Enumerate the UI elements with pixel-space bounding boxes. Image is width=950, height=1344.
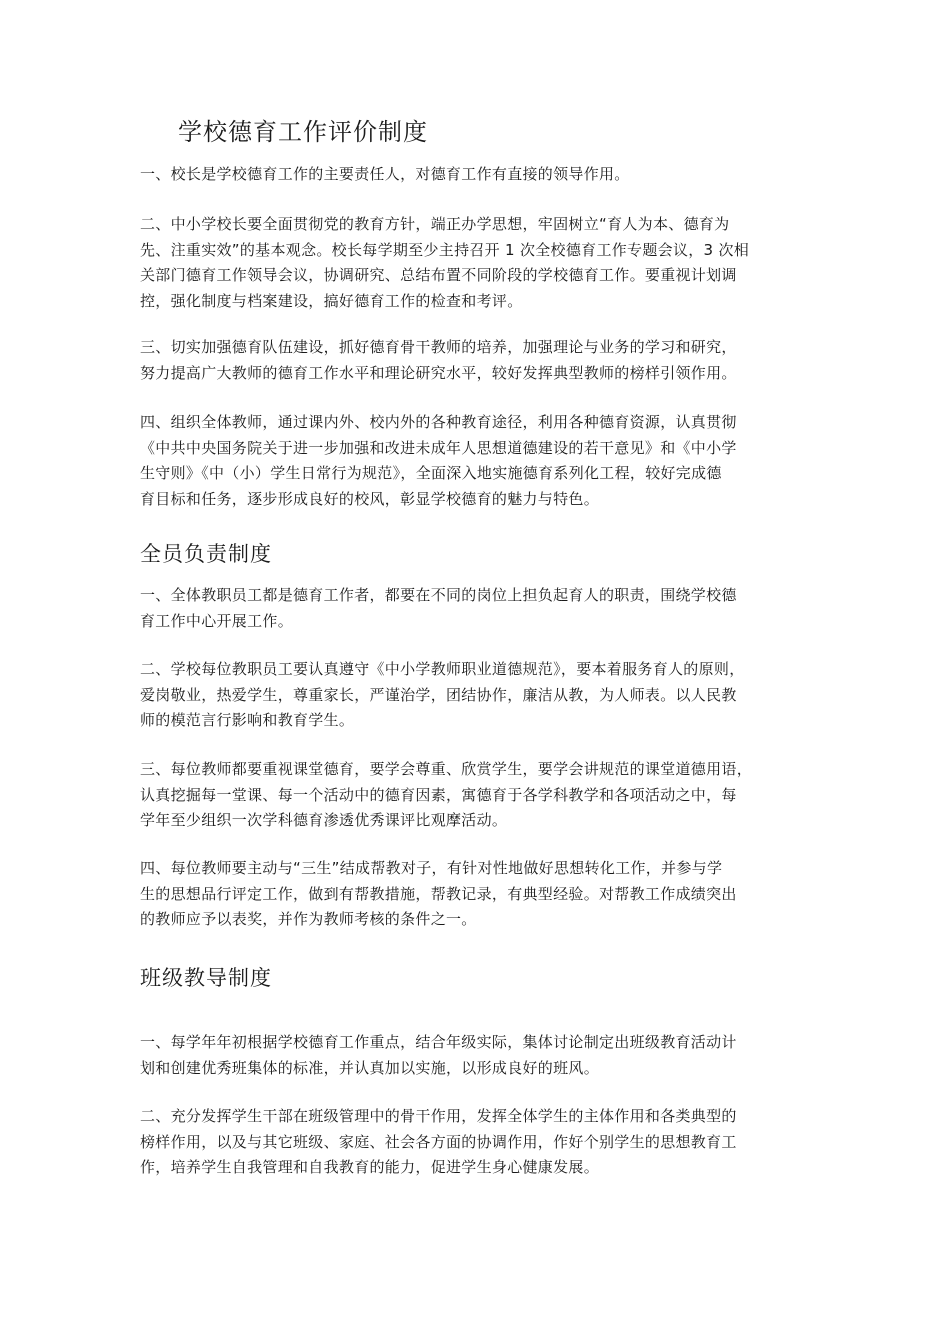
text-line: 四、每位教师要主动与“三生”结成帮教对子，有针对性地做好思想转化工作，并参与学 xyxy=(140,859,723,877)
text-line: 二、学校每位教职员工要认真遵守《中小学教师职业道德规范》，要本着服务育人的原则， xyxy=(140,660,745,678)
text-line: 师的模范言行影响和教育学生。 xyxy=(140,711,355,729)
text-line: 二、中小学校长要全面贯彻党的教育方针，端正办学思想，牢固树立“育人为本、德育为 xyxy=(140,215,730,233)
text-line: 育目标和任务，逐步形成良好的校风，彰显学校德育的魅力与特色。 xyxy=(140,489,600,508)
text-line: 控，强化制度与档案建设，搞好德育工作的检查和考评。 xyxy=(140,291,523,310)
text-line: 学年至少组织一次学科德育渗透优秀课评比观摩活动。 xyxy=(140,811,508,829)
paragraph xyxy=(140,410,820,512)
paragraph xyxy=(140,212,820,314)
text-line: 爱岗敬业，热爱学生，尊重家长，严谨治学，团结协作，廉洁从教，为人师表。以人民教 xyxy=(140,685,737,704)
paragraph xyxy=(140,162,820,188)
text-line: 认真挖掘每一堂课、每一个活动中的德育因素，寓德育于各学科教学和各项活动之中，每 xyxy=(140,785,737,804)
text-line: 努力提高广大教师的德育工作水平和理论研究水平，较好发挥典型教师的榜样引领作用。 xyxy=(140,363,737,382)
text-line: 三、切实加强德育队伍建设，抓好德育骨干教师的培养，加强理论与业务的学习和研究， xyxy=(140,338,737,356)
text-line: 划和创建优秀班集体的标准，并认真加以实施，以形成良好的班风。 xyxy=(140,1058,600,1077)
text-line: 三、每位教师都要重视课堂德育，要学会尊重、欣赏学生，要学会讲规范的课堂道德用语， xyxy=(140,760,753,778)
paragraph xyxy=(140,583,820,634)
text-line: 榜样作用，以及与其它班级、家庭、社会各方面的协调作用，作好个别学生的思想教育工 xyxy=(140,1132,737,1151)
text-line: 生守则》《中（小）学生日常行为规范》，全面深入地实施德育系列化工程，较好完成德 xyxy=(140,464,722,482)
text-line: 关部门德育工作领导会议，协调研究、总结布置不同阶段的学校德育工作。要重视计划调 xyxy=(140,266,737,284)
paragraph xyxy=(140,657,820,734)
paragraph xyxy=(140,757,820,834)
text-line: 育工作中心开展工作。 xyxy=(140,611,294,630)
document-title: 学校德育工作评价制度 xyxy=(178,118,428,146)
paragraph xyxy=(140,1030,820,1081)
text-line: 生的思想品行评定工作，做到有帮教措施，帮教记录，有典型经验。对帮教工作成绩突出 xyxy=(140,884,737,903)
paragraph xyxy=(140,1104,820,1181)
text-line: 一、校长是学校德育工作的主要责任人，对德育工作有直接的领导作用。 xyxy=(140,165,630,183)
text-line: 一、全体教职员工都是德育工作者，都要在不同的岗位上担负起育人的职责，围绕学校德 xyxy=(140,586,737,604)
paragraph xyxy=(140,856,820,933)
text-line: 《中共中央国务院关于进一步加强和改进未成年人思想道德建设的若干意见》和《中小学 xyxy=(140,438,737,457)
text-line: 作，培养学生自我管理和自我教育的能力，促进学生身心健康发展。 xyxy=(140,1158,600,1176)
section-heading: 全员负责制度 xyxy=(140,542,272,566)
text-line: 四、组织全体教师，通过课内外、校内外的各种教育途径，利用各种德育资源，认真贯彻 xyxy=(140,413,737,431)
text-line: 的教师应予以表奖，并作为教师考核的条件之一。 xyxy=(140,910,477,928)
text-line: 二、充分发挥学生干部在班级管理中的骨干作用，发挥全体学生的主体作用和各类典型的 xyxy=(140,1107,737,1125)
text-line: 一、每学年年初根据学校德育工作重点，结合年级实际，集体讨论制定出班级教育活动计 xyxy=(140,1033,737,1051)
section-heading: 班级教导制度 xyxy=(140,966,272,990)
paragraph xyxy=(140,335,820,386)
text-line: 先、注重实效”的基本观念。校长每学期至少主持召开 1 次全校德育工作专题会议，3 次相 xyxy=(140,240,750,259)
